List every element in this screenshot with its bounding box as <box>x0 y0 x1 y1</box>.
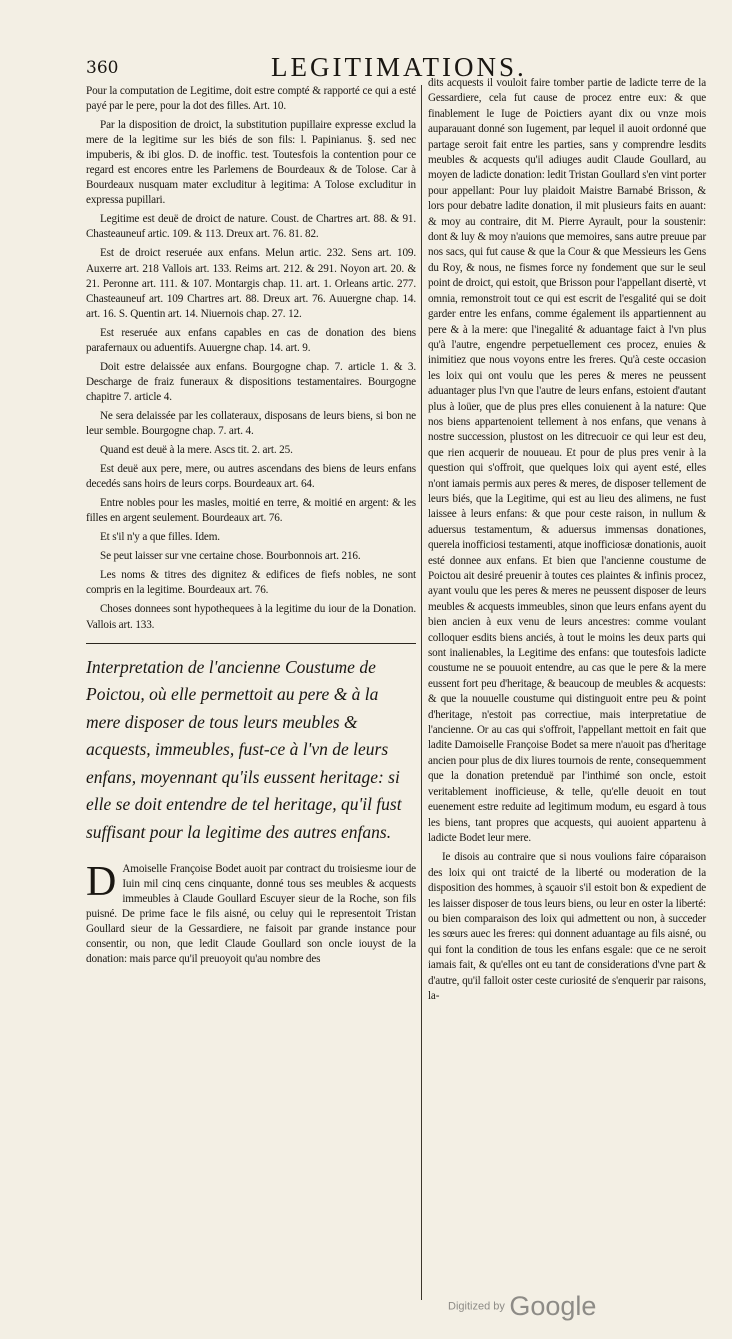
paragraph: Est de droict reseruée aux enfans. Melun artic. 232. Sens art. 109. Auxerre art. 218 Vallois art. 133. Reims art. 212. & 291. Noyon art. 20. & 21. Peronne art. 111. & 107. Montargis chap. 11. art. 1. Orleans artic. 277. Chasteauneuf art. 109 Chartres art. 88. Dreux art. 76. Auuergne chap. 14. art. 16. S. Quentin art. 14. Niuernois chap. 27. 12. <box>86 247 416 320</box>
left-column <box>86 84 416 971</box>
right-column <box>428 76 706 1008</box>
paragraph: Quand est deuë à la mere. Ascs tit. 2. art. 25. <box>100 444 293 457</box>
column-divider <box>421 85 422 1300</box>
section-heading: Interpretation de l'ancienne Coustume de Poictou, où elle permettoit au pere & à la mere disposer de tous leurs meubles & acquests, immeubles, fust-ce à l'vn de leurs enfans, moyennant qu'ils eussent heritage: si elle se doit entendre de tel heritage, qu'il fust suffisant pour la legitime des autres enfans. <box>86 656 402 842</box>
paragraph: Ie disois au contraire que si nous voulions faire cóparaison des loix qui ont traicté de la liberté ou moderation de la disposition des hommes, à sçauoir s'il estoit bon & expedient de les laisser disposer de tous leurs biens, ou leur en oster la liberté: ou bien comparaison des loix qui admettent ou non, à succeder les sœurs auec les freres: qui donnent aduantage au fils aisné, ou qui font la condition de tous les enfans esgale: que ce ne seroit iamais fait, & qu'elles ont eu tant de considerations d'vne part & d'autre, qu'il falloit oster ceste curiosité de s'enquerir par raisons, la- <box>428 851 706 1002</box>
opening-paragraph <box>86 859 416 967</box>
google-watermark <box>448 1291 596 1322</box>
paragraph: dits acquests il vouloit faire tomber partie de ladicte terre de la Gessardiere, cela fut cause de procez entre eux: & que finablement le Iuge de Poictiers ayant dix ou vnze mois auparauant donné son Iugement, par lequel il auoit ordonné que partage seroit fait entre les parties, sans y comprendre lesdits meubles & acquests qu'il adiuges audit Claude Goullard, au moyen de ladicte donation: ledit Tristan Goullard s'en vint porter pour appellant: Pour luy plaidoit Maistre Barnabé Brisson, & lors pour debatre ladite donation, il mit plusieurs faits en auant: & moy au contraire, dit M. Pierre Ayrault, pour la soustenir: dont & luy & moy n'auions que memoires, sans autre preuue par nos sacs, qui fut cause & que la Cour & que Messieurs les Gens du Roy, & nous, ne fismes force ny fondement que sur le seul point de droict, qui estoit, que Brisson pour l'appellant disertè, vt omnia, remonstroit tout ce qui est escrit de l'esgalité qui se doit garder entre les enfans, comme également ils appartiennent au pere & à la mere: que l'inegalité & aduantage faict à l'vn plus qu'à l'autre, engendre perpetuellement ces procez, enuies & inimitiez que nous voyons entre les freres. Qu'à ceste occasion les loix qui ont voulu que les peres & meres ne peussent aduantager plus l'vn que l'autre de leurs enfans, estoient d'autant plus à loüer, que de plus pres elles conuienent à la nature: Que nos biens appartenoient tellement à nos enfans, que venans à nostre succession, plustost on les ditrecuoir ce qui leur est deu, que rien acquerir de nouueau. Et pour de plus pres venir à la question qui s'offroit, que quelques loix qui ayent esté, elles n'ont iamais permis aux peres & meres, de disposer tellement de leurs biés, que la Legitime, qui est au lieu des alimens, ne fust laissee à leurs enfans: & que pour ceste raison, in nullum & aduersus testamentum, & aduersus immensas donationes, querela inofficiosi testamenti, atque inofficiosæ donationis, auoit esté donnee aux enfans. Et bien que l'ancienne coustume de Poictou ait desiré preuenir à toutes ces plaintes & infinis procez, ayant voulu que les peres & meres ne peussent disposer de leurs meubles & acquests immeubles, sinon que leurs enfans ayent du bien ancien à eux venu de leurs ancestres: comme voulant colloquer esdits biens anciés, à tout le moins les deux parts qui sont inalienables, la Legitime des enfans: que toutesfois ladicte coustume ne se pouuoit entendre, au cas que le pere & la mere eussent fort peu d'heritage, & beaucoup de meubles & acquests: & que la nouuelle coustume qui distinguoit entre peu & point d'heritage, n'estoit pas correctiue, mais interpretatiue de l'ancienne. Or au cas qui s'offroit, l'appellant mettoit en fait que ladite Damoiselle Françoise Bodet sa mere n'auoit pas d'heritage ancien pour plus de dix liures tournois de rente, consequemment que la donation pretenduë par l'inthimé son oncle, estoit veritablement inofficieuse, & telle, qu'elle deuoit en tout euenement estre reduite ad legitimum modum, eu esgard à tous les biens, tant propres que acquests, qui auoient appartenu à ladicte Bodet leur mere. <box>428 77 706 844</box>
paragraph: Est deuë aux pere, mere, ou autres ascendans des biens de leurs enfans decedés sans hoirs de leurs corps. Bourdeaux art. 64. <box>86 463 416 491</box>
paragraph: Par la disposition de droict, la substitution pupillaire expresse exclud la mere de la legitime sur les biés de son fils: l. Papinianus. §. sed nec impuberis, & ibi glos. D. de inoffic. test. Toutesfois la contention pour ce regard est encores entre les Parlemens de Bourdeaux & de Tolose. Car à Bourdeaux nusquam mater excluditur à legitima: A Tolose excluditur in expressa pupillari. <box>86 119 416 207</box>
paragraph: Doit estre delaissée aux enfans. Bourgogne chap. 7. article 1. & 3. Descharge de fraiz funeraux & dispositions testamentaires. Bourgogne chapitre 7. article 4. <box>86 360 416 403</box>
paragraph: Et s'il n'y a que filles. Idem. <box>100 531 220 544</box>
paragraph: Legitime est deuë de droict de nature. Coust. de Chartres art. 88. & 91. Chasteauneuf artic. 109. & 113. Dreux art. 76. 81. 82. <box>86 213 416 241</box>
google-logo: Google <box>509 1291 597 1321</box>
paragraph: Est reseruée aux enfans capables en cas de donation des biens parafernaux ou aduentifs. Auuergne chap. 14. art. 9. <box>86 326 416 354</box>
drop-cap: D <box>86 859 117 906</box>
paragraph: Se peut laisser sur vne certaine chose. Bourbonnois art. 216. <box>100 550 361 563</box>
running-title: LEGITIMATIONS. <box>271 52 527 82</box>
page-number: 360 <box>86 58 119 78</box>
watermark-prefix: Digitized by <box>448 1300 505 1313</box>
paragraph: Amoiselle Françoise Bodet auoit par contract du troisiesme iour de Iuin mil cinq cens cinquante, donné tous ses meubles & acquests immeubles à Claude Goullard Escuyer sieur de la Roche, son fils puisné. De prime face le fils aisné, ou celuy qui le representoit Tristan Goullard sieur de la Gessardiere, ne faisoit par grande instance pour consentir, ou non, que ledit Claude Goullard son oncle iouyst de la donation: mais parce qu'il preuoyoit qu'au nombre des <box>86 863 416 966</box>
paragraph: Ne sera delaissée par les collateraux, disposans de leurs biens, si bon ne leur semble. Bourgogne chap. 7. art. 4. <box>86 409 416 437</box>
paragraph: Entre nobles pour les masles, moitié en terre, & moitié en argent: & les filles en argent seulement. Bourdeaux art. 76. <box>86 497 416 525</box>
paragraph: Les noms & titres des dignitez & edifices de fiefs nobles, ne sont compris en la legitime. Bourdeaux art. 76. <box>86 569 416 597</box>
section-divider <box>86 643 416 644</box>
paragraph: Choses donnees sont hypothequees à la legitime du iour de la Donation. Vallois art. 133. <box>86 603 416 631</box>
paragraph: Pour la computation de Legitime, doit estre compté & rapporté ce qui a esté payé par le pere, pour la dot des filles. Art. 10. <box>86 85 416 113</box>
